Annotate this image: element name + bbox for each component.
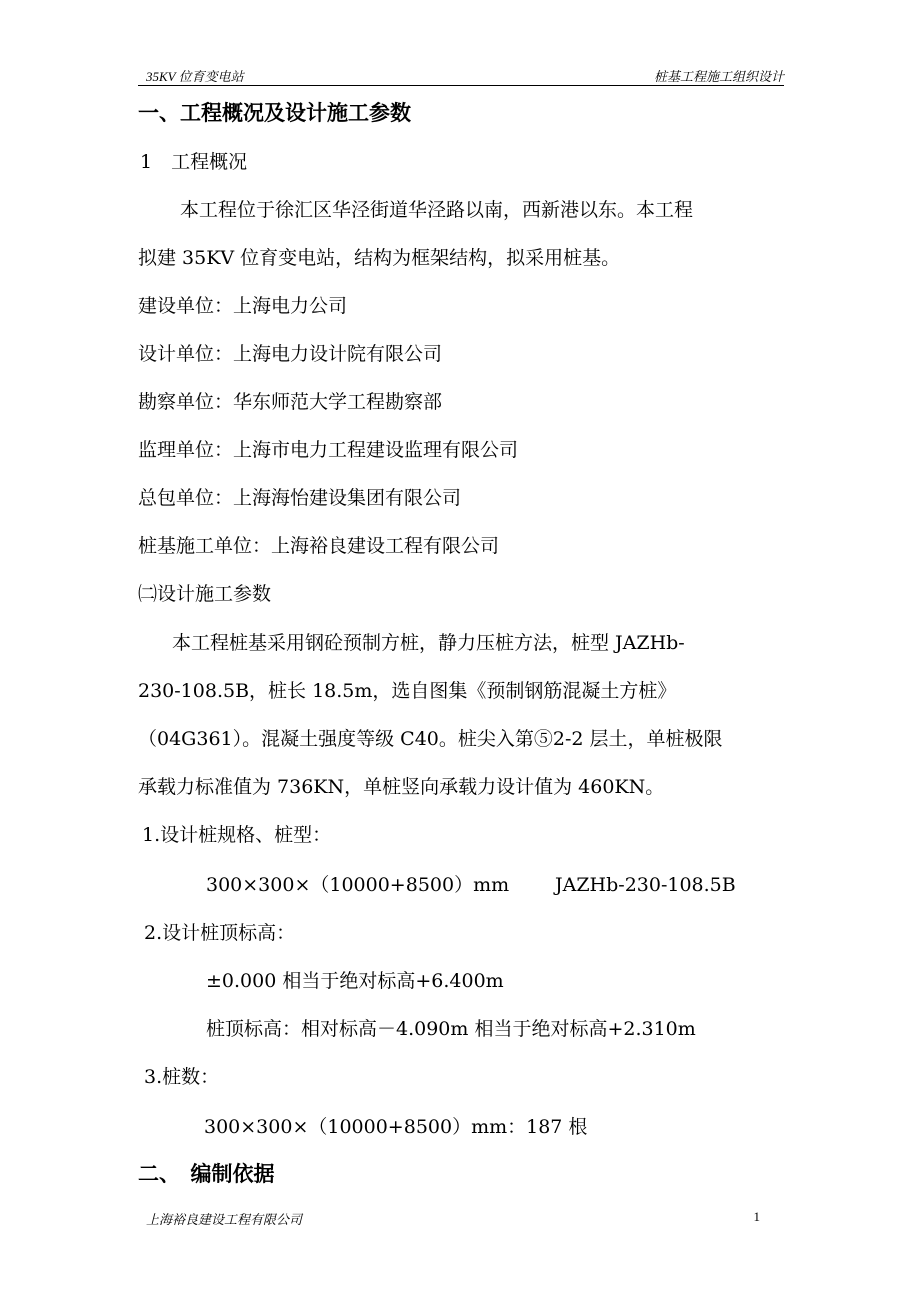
header-project-name: 35KV 位育变电站 — [146, 69, 244, 84]
item-2-line-1: ±0.000 相当于绝对标高+6.400m — [206, 970, 504, 992]
surveyor-line: 勘察单位：华东师范大学工程勘察部 — [138, 391, 443, 413]
section-2-title: 二、 编制依据 — [138, 1162, 275, 1186]
owner-line: 建设单位：上海电力公司 — [138, 295, 348, 317]
intro-line-2: 拟建 35KV 位育变电站，结构为框架结构，拟采用桩基。 — [138, 247, 621, 269]
header-rule — [138, 85, 784, 86]
item-1-model: JAZHb-230-108.5B — [555, 874, 736, 896]
designer-line: 设计单位：上海电力设计院有限公司 — [138, 343, 443, 365]
item-2-line-2: 桩顶标高：相对标高－4.090m 相当于绝对标高+2.310m — [206, 1018, 696, 1040]
item-1-spec: 300×300×（10000+8500）mm — [206, 874, 510, 896]
param-line-4: 承载力标准值为 736KN，单桩竖向承载力设计值为 460KN。 — [138, 776, 665, 798]
contractor-line: 总包单位：上海海怡建设集团有限公司 — [138, 487, 462, 509]
item-3-title: 3.桩数： — [144, 1066, 220, 1088]
pile-contractor-line: 桩基施工单位：上海裕良建设工程有限公司 — [138, 535, 500, 557]
page-number: 1 — [753, 1209, 760, 1224]
header-document-title: 桩基工程施工组织设计 — [653, 69, 784, 84]
param-line-1: 本工程桩基采用钢砼预制方桩，静力压桩方法，桩型 JAZHb- — [172, 632, 685, 654]
subsection-1-title: 1 工程概况 — [140, 151, 248, 173]
param-line-3: （04G361）。混凝土强度等级 C40。桩尖入第⑤2-2 层土，单桩极限 — [138, 728, 723, 750]
footer-company: 上海裕良建设工程有限公司 — [146, 1212, 303, 1227]
param-line-2: 230-108.5B，桩长 18.5m，选自图集《预制钢筋混凝土方桩》 — [138, 680, 677, 702]
item-3-line-1: 300×300×（10000+8500）mm：187 根 — [204, 1116, 588, 1138]
supervisor-line: 监理单位：上海市电力工程建设监理有限公司 — [138, 439, 519, 461]
item-1-title: 1.设计桩规格、桩型： — [142, 824, 332, 846]
item-2-title: 2.设计桩顶标高： — [144, 922, 296, 944]
section-1-title: 一、工程概况及设计施工参数 — [138, 101, 411, 125]
subsection-2-title: ㈡设计施工参数 — [138, 583, 272, 605]
intro-line-1: 本工程位于徐汇区华泾街道华泾路以南，西新港以东。本工程 — [180, 199, 694, 221]
